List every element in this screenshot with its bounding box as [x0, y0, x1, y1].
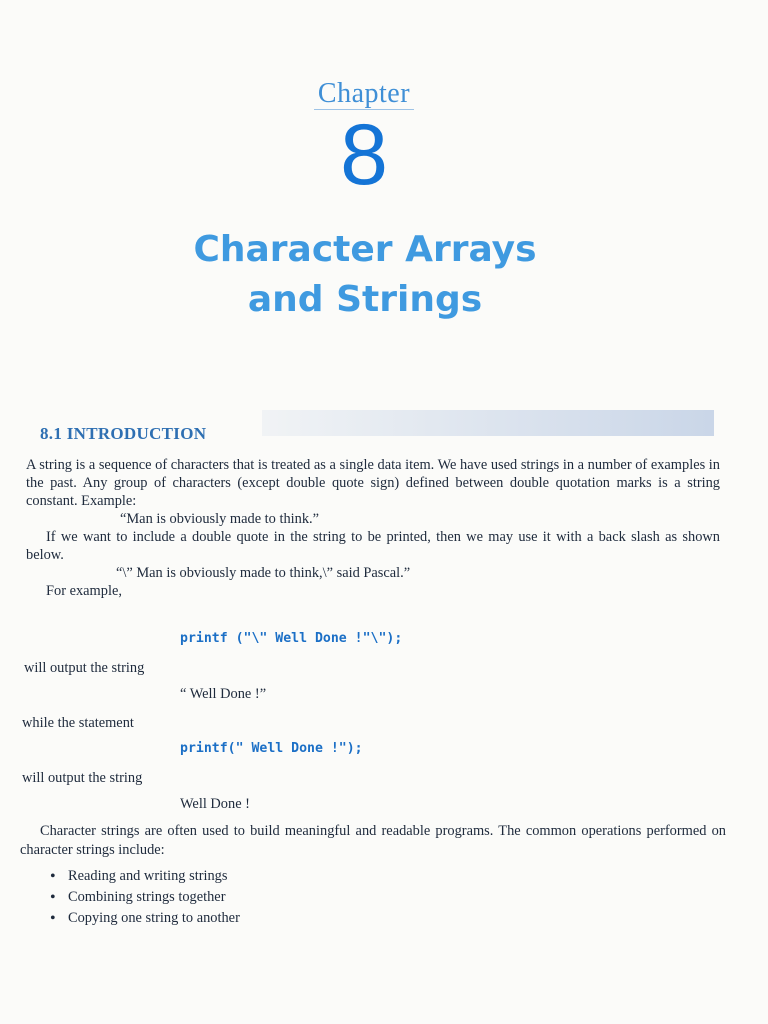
while-statement-text: while the statement [22, 715, 134, 731]
chapter-number: 8 [340, 107, 388, 203]
example-quote-1: “Man is obviously made to think.” [120, 511, 320, 527]
list-item [48, 908, 240, 929]
operations-list [48, 866, 240, 929]
code-example-2: printf(" Well Done !"); [180, 741, 363, 756]
chapter-title-line-2: and Strings [247, 279, 483, 320]
intro-paragraph: A string is a sequence of characters that is treated as a single data item. We have used strings in a number of examples in the past. Any group of characters (except double quote sign) defined between double quotation marks is a string constant. Example: [26, 457, 720, 509]
output-example-2: Well Done ! [180, 796, 250, 812]
will-output-text-2: will output the string [22, 770, 143, 786]
list-item [48, 866, 240, 887]
section-heading-bar [262, 410, 714, 436]
code-example-1: printf ("\" Well Done !"\"); [180, 631, 403, 646]
chapter-label [0, 78, 728, 110]
list-item [48, 887, 240, 908]
body-text [26, 456, 720, 600]
example-quote-2: “\” Man is obviously made to think,\” said Pascal.” [116, 565, 411, 581]
chapter-title-line-1: Character Arrays [193, 229, 537, 270]
for-example-text: For example, [46, 583, 122, 599]
section-heading: 8.1 INTRODUCTION [40, 424, 207, 443]
paragraph-3: Character strings are often used to build meaningful and readable programs. The common operations performed on character strings include: [20, 823, 726, 858]
chapter-title [0, 225, 730, 325]
paragraph-2: If we want to include a double quote in the string to be printed, then we may use it with a back slash as shown below. [26, 529, 720, 563]
chapter-label-text: Chapter [314, 78, 414, 110]
bullet-icon: • [50, 889, 56, 906]
list-item-text: Combining strings together [68, 889, 226, 905]
bullet-icon: • [50, 868, 56, 885]
output-example-1: “ Well Done !” [180, 686, 267, 702]
list-item-text: Copying one string to another [68, 910, 240, 926]
list-item-text: Reading and writing strings [68, 868, 228, 884]
bullet-icon: • [50, 910, 56, 927]
will-output-text-1: will output the string [24, 660, 145, 676]
